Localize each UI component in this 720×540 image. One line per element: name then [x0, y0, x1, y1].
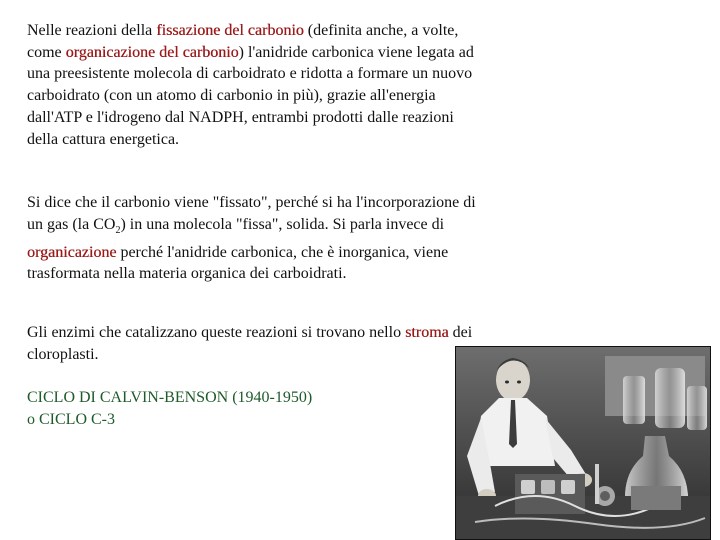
paragraph-enzymes — [27, 322, 487, 365]
heading-calvin-cycle — [27, 387, 487, 430]
calvin-lab-photo — [455, 346, 711, 540]
p2-text-3: perché l'anidride carbonica, che è inorganica, viene trasformata nella materia organica dei carboidrati. — [27, 243, 449, 283]
term-organicazione-del-carbonio: organicazione del carbonio — [65, 43, 239, 61]
heading-line-1: CICLO DI CALVIN-BENSON (1940-1950) — [27, 389, 313, 406]
paragraph-carbon-fixation — [27, 20, 487, 150]
term-fissazione-del-carbonio: fissazione del carbonio — [156, 22, 304, 39]
p3-text-1: Gli enzimi che catalizzano queste reazioni si trovano nello — [27, 324, 406, 341]
p1-text-3: ) l'anidride carbonica viene legata ad una preesistente molecola di carboidrato e ridotta a formare un nuovo carboidrato (con un atomo di carbonio in più), grazie all'energia dall'ATP e l'idrogeno dal NADPH, entrambi prodotti dalle reazioni della cattura energetica. — [27, 43, 474, 148]
term-stroma: stroma — [405, 324, 449, 341]
p3-text-2: dei cloroplasti. — [27, 324, 473, 363]
paragraph-fixation-definition — [27, 192, 487, 285]
heading-line-2: o CICLO C-3 — [27, 410, 115, 428]
p1-text-2: (definita anche, a volte, come — [27, 22, 459, 61]
p2-text-2: ) in una molecola "fissa", solida. Si parla invece di — [120, 215, 445, 233]
p2-text-1: Si dice che il carbonio viene "fissato", perché si ha l'incorporazione di un gas (la CO — [27, 194, 476, 233]
p1-text-1: Nelle reazioni della — [27, 22, 157, 39]
co2-subscript: 2 — [115, 224, 121, 236]
term-organicazione: organicazione — [27, 243, 117, 261]
